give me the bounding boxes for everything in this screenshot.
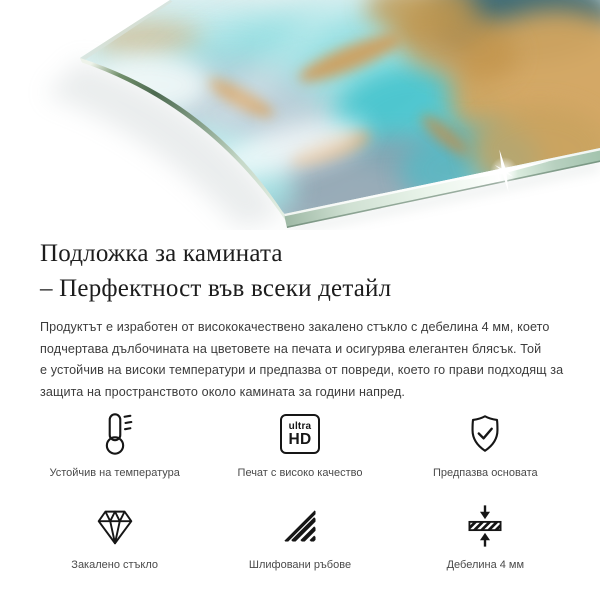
feature-tempered-glass (22, 502, 207, 572)
description-line: подчертава дълбочината на цветовете на печата и осигурява елегантен блясък. Той (40, 341, 542, 356)
glass-panel-illustration (0, 0, 600, 230)
feature-temperature (22, 410, 207, 480)
description-line: е устойчив на високи температури и предпазва от повреди, което го прави подходящ за (40, 363, 564, 377)
thermometer-icon (92, 410, 138, 458)
product-description-section (0, 230, 600, 403)
diamond-icon (91, 502, 139, 550)
feature-protects-base (393, 410, 578, 480)
feature-thickness (393, 502, 578, 572)
feature-label: Печат с високо качество (237, 467, 363, 479)
feature-label: Дебелина 4 мм (446, 559, 525, 571)
title-line-1: Подложка за камината (40, 240, 283, 267)
polished-edges-icon (278, 502, 322, 550)
feature-label: Шлифовани ръбове (248, 559, 352, 571)
feature-label: Предпазва основата (432, 467, 538, 479)
product-hero-image (0, 0, 600, 230)
thickness-icon (463, 502, 507, 550)
shield-check-icon (462, 410, 508, 458)
product-description (40, 317, 564, 403)
feature-print-quality (207, 410, 392, 480)
feature-polished-edges (207, 502, 392, 572)
product-title (40, 236, 560, 306)
title-line-2: – Перфектност във всеки детайл (40, 275, 392, 302)
feature-label: Устойчив на температура (49, 467, 180, 479)
features-grid (22, 410, 578, 572)
description-line: защита на пространството около камината за години напред. (40, 384, 406, 399)
ultra-hd-icon: ultra HD (280, 410, 320, 458)
feature-label: Закалено стъкло (71, 559, 159, 571)
description-line: Продуктът е изработен от висококачествено закалено стъкло с дебелина 4 мм, което (40, 320, 550, 334)
